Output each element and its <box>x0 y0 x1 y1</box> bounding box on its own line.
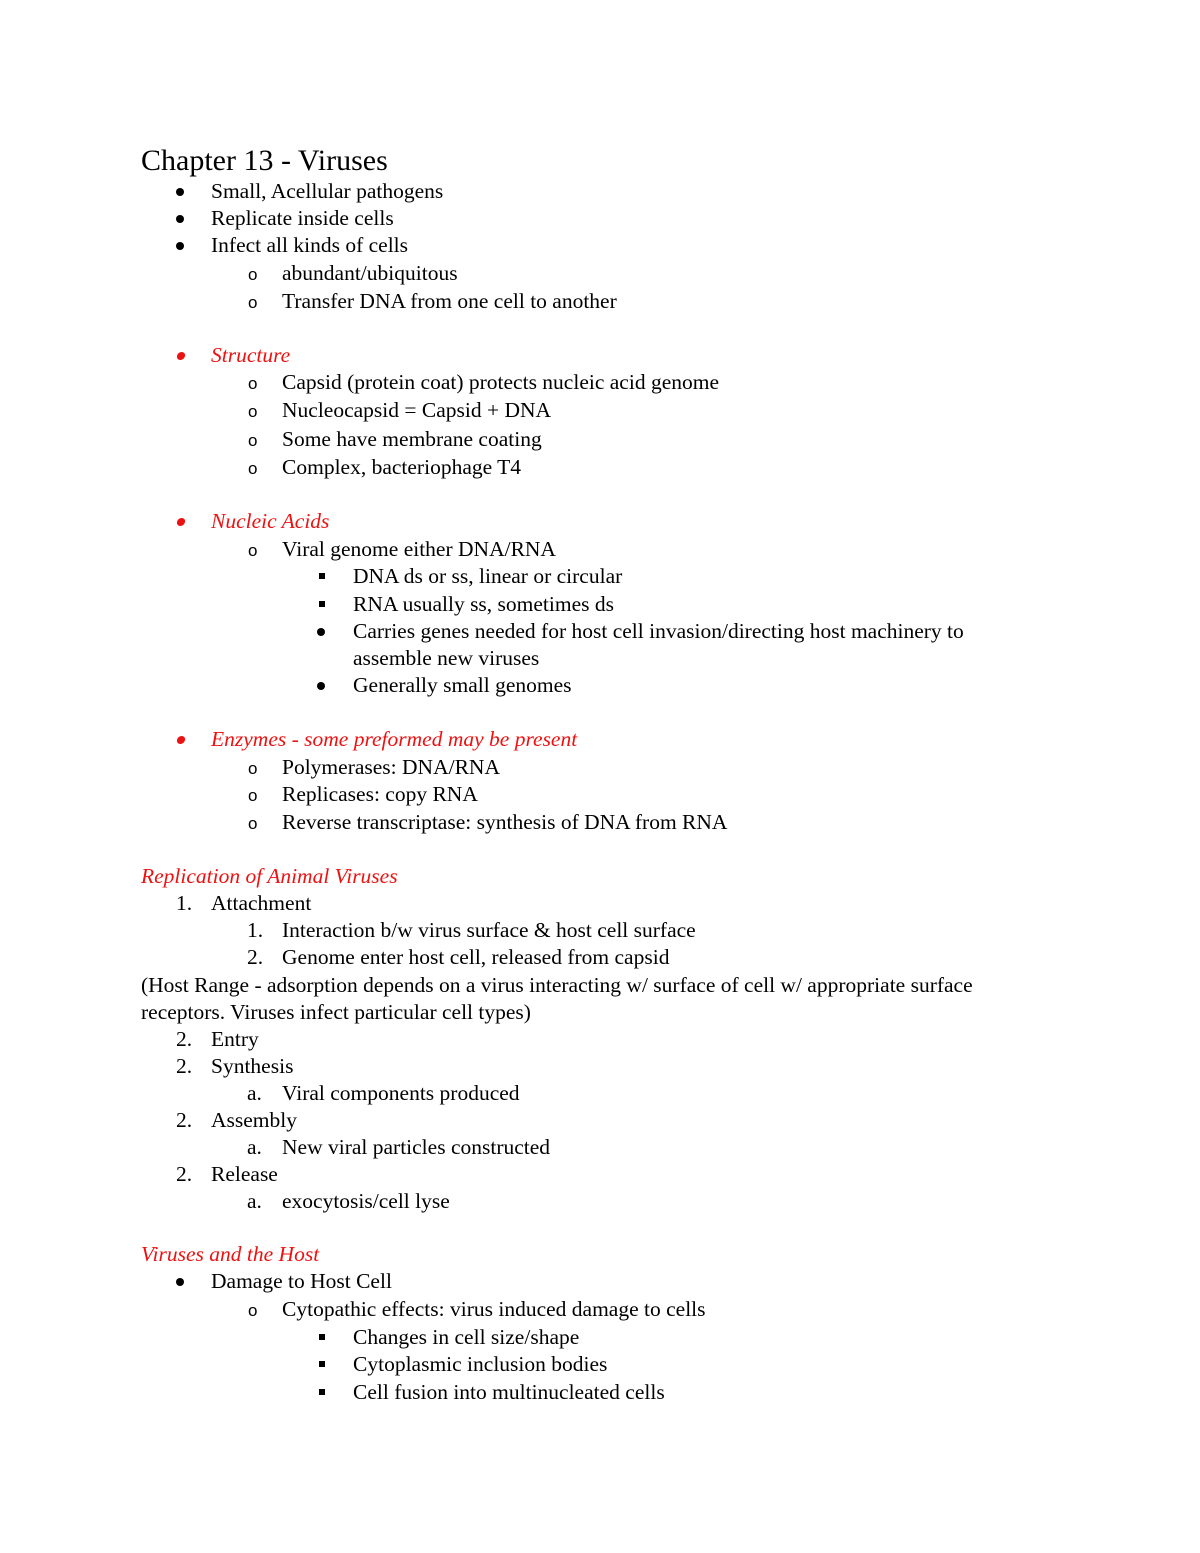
list-number: 2. <box>176 1162 193 1186</box>
square-bullet-icon <box>319 1361 325 1367</box>
list-item: Nucleocapsid = Capsid + DNA <box>282 398 552 422</box>
list-number: 2. <box>176 1054 193 1078</box>
list-letter: a. <box>247 1081 262 1105</box>
host-range-note: (Host Range - adsorption depends on a virus interacting w/ surface of cell w/ appropriate surface <box>141 973 973 997</box>
bullet-icon <box>317 682 325 690</box>
list-item: Infect all kinds of cells <box>211 233 409 257</box>
list-item: Capsid (protein coat) protects nucleic acid genome <box>282 370 720 394</box>
list-item: Changes in cell size/shape <box>353 1325 580 1349</box>
list-item: Reverse transcriptase: synthesis of DNA from RNA <box>282 810 728 834</box>
list-letter: a. <box>247 1189 262 1213</box>
page-title: Chapter 13 - Viruses <box>141 144 388 177</box>
sub-bullet-icon: o <box>248 786 258 805</box>
list-item: Damage to Host Cell <box>211 1269 392 1293</box>
list-number: 1. <box>176 891 193 915</box>
list-item: abundant/ubiquitous <box>282 261 458 285</box>
sub-bullet-icon: o <box>248 459 258 478</box>
list-item: Transfer DNA from one cell to another <box>282 289 617 313</box>
list-number: 2. <box>176 1108 193 1132</box>
sub-bullet-icon: o <box>248 1301 258 1320</box>
sub-bullet-icon: o <box>248 265 258 284</box>
list-item: Entry <box>211 1027 259 1051</box>
square-bullet-icon <box>319 1389 325 1395</box>
list-item: New viral particles constructed <box>282 1135 551 1159</box>
sub-bullet-icon: o <box>248 402 258 421</box>
bullet-icon <box>176 352 185 360</box>
bullet-icon <box>176 1278 184 1286</box>
sub-bullet-icon: o <box>248 293 258 312</box>
list-letter: a. <box>247 1135 262 1159</box>
section-heading-replication: Replication of Animal Viruses <box>141 864 398 888</box>
list-item: Cell fusion into multinucleated cells <box>353 1380 665 1404</box>
bullet-icon <box>176 736 185 744</box>
list-item: Replicate inside cells <box>211 206 394 230</box>
list-item-continuation: assemble new viruses <box>353 646 540 670</box>
list-item: Synthesis <box>211 1054 294 1078</box>
section-heading-structure: Structure <box>211 343 291 367</box>
section-heading-enzymes: Enzymes - some preformed may be present <box>211 727 578 751</box>
square-bullet-icon <box>319 601 325 607</box>
list-item: Release <box>211 1162 278 1186</box>
bullet-icon <box>176 518 185 526</box>
list-item: Attachment <box>211 891 312 915</box>
list-item: DNA ds or ss, linear or circular <box>353 564 623 588</box>
list-item: Viral components produced <box>282 1081 520 1105</box>
square-bullet-icon <box>319 1334 325 1340</box>
list-item: Replicases: copy RNA <box>282 782 478 806</box>
list-item: Polymerases: DNA/RNA <box>282 755 500 779</box>
list-item: Genome enter host cell, released from capsid <box>282 945 670 969</box>
sub-bullet-icon: o <box>248 374 258 393</box>
square-bullet-icon <box>319 573 325 579</box>
list-number: 2. <box>247 945 264 969</box>
section-heading-host: Viruses and the Host <box>141 1242 320 1266</box>
list-item: Assembly <box>211 1108 297 1132</box>
bullet-icon <box>176 188 184 196</box>
list-item: Interaction b/w virus surface & host cell surface <box>282 918 696 942</box>
sub-bullet-icon: o <box>248 541 258 560</box>
list-item: Small, Acellular pathogens <box>211 179 444 203</box>
list-item: Some have membrane coating <box>282 427 542 451</box>
bullet-icon <box>176 242 184 250</box>
host-range-note-continuation: receptors. Viruses infect particular cell types) <box>141 1000 531 1024</box>
list-item: Carries genes needed for host cell invasion/directing host machinery to <box>353 619 964 643</box>
list-item: Complex, bacteriophage T4 <box>282 455 522 479</box>
list-item: Generally small genomes <box>353 673 572 697</box>
list-item: exocytosis/cell lyse <box>282 1189 450 1213</box>
bullet-icon <box>317 628 325 636</box>
sub-bullet-icon: o <box>248 431 258 450</box>
list-item: RNA usually ss, sometimes ds <box>353 592 615 616</box>
list-item: Viral genome either DNA/RNA <box>282 537 556 561</box>
bullet-icon <box>176 215 184 223</box>
list-item: Cytopathic effects: virus induced damage to cells <box>282 1297 706 1321</box>
sub-bullet-icon: o <box>248 759 258 778</box>
list-item: Cytoplasmic inclusion bodies <box>353 1352 608 1376</box>
list-number: 2. <box>176 1027 193 1051</box>
sub-bullet-icon: o <box>248 814 258 833</box>
section-heading-nucleic-acids: Nucleic Acids <box>211 509 330 533</box>
list-number: 1. <box>247 918 264 942</box>
